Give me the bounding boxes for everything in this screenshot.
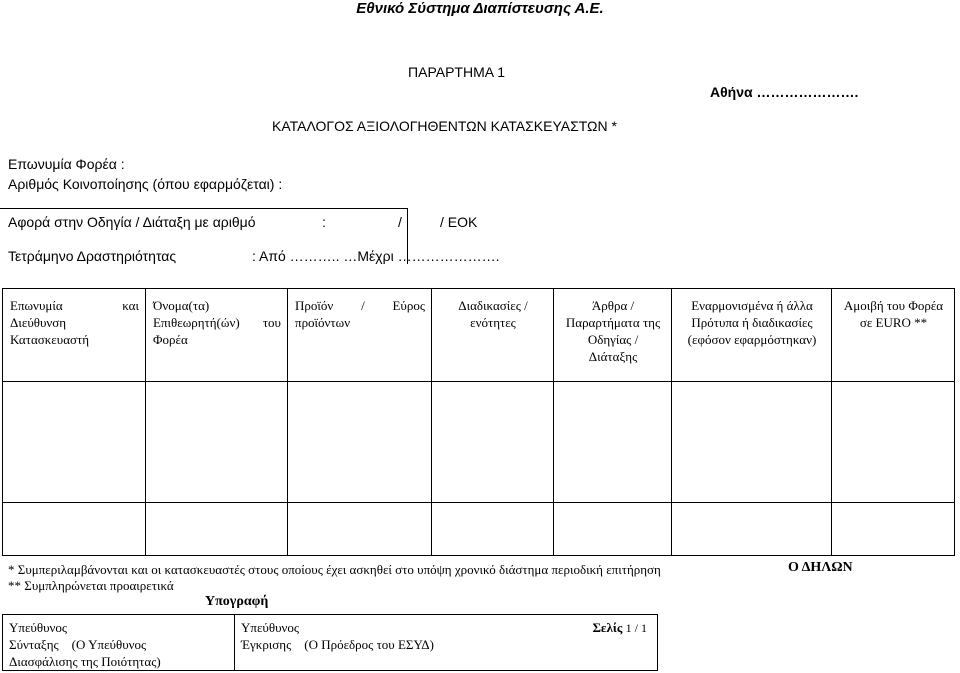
approver-title: Υπεύθυνος	[241, 620, 300, 635]
author-role-cont: Διασφάλισης της Ποιότητας)	[9, 654, 161, 669]
author-cell	[3, 615, 235, 671]
footnote-2: ** Συμπληρώνεται προαιρετικά	[8, 578, 174, 593]
col-header-products: Προϊόν / Εύρος προϊόντων	[288, 289, 432, 382]
col-header-fee: Αμοιβή του Φορέα σε EURO **	[832, 289, 955, 382]
page-indicator	[592, 619, 647, 637]
table-cell	[3, 503, 146, 556]
approver-role: Έγκρισης (Ο Πρόεδρος του ΕΣΥΔ)	[241, 637, 434, 652]
quarter-range	[252, 248, 499, 264]
city-date: Αθήνα ………………….	[710, 84, 859, 100]
table-cell	[288, 382, 432, 503]
directive-box-top	[0, 208, 408, 209]
table-cell	[3, 382, 146, 503]
directive-label: Αφορά στην Οδηγία / Διάταξη με αριθμό	[8, 214, 256, 230]
table-cell	[432, 503, 554, 556]
table-cell	[672, 382, 832, 503]
author-title: Υπεύθυνος	[9, 620, 68, 635]
table-cell	[432, 382, 554, 503]
list-title: ΚΑΤΑΛΟΓΟΣ ΑΞΙΟΛΟΓΗΘΕΝΤΩΝ ΚΑΤΑΣΚΕΥΑΣΤΩΝ *	[272, 118, 617, 134]
signoff-table	[2, 614, 658, 671]
body-name-field: Επωνυμία Φορέα :	[8, 156, 125, 172]
col-header-standards: Εναρμονισμένα ή άλλα Πρότυπα ή διαδικασίες (εφόσον εφαρμόστηκαν)	[672, 289, 832, 382]
approval-cell	[235, 615, 658, 671]
declarant-label: Ο ΔΗΛΩΝ	[788, 560, 853, 575]
col-header-manufacturer: Επωνυμία και Διεύθυνση Κατασκευαστή	[3, 289, 146, 382]
quarter-to: Μέχρι ………………….	[357, 248, 500, 264]
annex-label: ΠΑΡΑΡΤΗΜΑ 1	[408, 64, 505, 80]
page-value: 1 / 1	[625, 621, 647, 635]
manufacturers-table	[2, 288, 955, 556]
table-cell	[832, 503, 955, 556]
table-header-row	[3, 289, 955, 382]
table-cell	[554, 503, 672, 556]
table-cell	[146, 503, 288, 556]
table-cell	[672, 503, 832, 556]
col-header-inspectors: Όνομα(τα) Επιθεωρητή(ών) του Φορέα	[146, 289, 288, 382]
directive-colon: :	[322, 214, 326, 230]
table-row	[3, 382, 955, 503]
col-header-procedures: Διαδικασίες / ενότητες	[432, 289, 554, 382]
signature-label: Υπογραφή	[205, 594, 269, 609]
table-row	[3, 503, 955, 556]
quarter-from: : Από ……….. …	[252, 248, 358, 264]
notification-number-field: Αριθμός Κοινοποίησης (όπου εφαρμόζεται) :	[8, 176, 283, 192]
author-role: Σύνταξης (Ο Υπεύθυνος	[9, 637, 147, 652]
table-cell	[288, 503, 432, 556]
page-label: Σελίς	[592, 620, 623, 635]
directive-slash: /	[398, 214, 402, 230]
col-header-articles: Άρθρα / Παραρτήματα της Οδηγίας / Διάταξης	[554, 289, 672, 382]
table-cell	[146, 382, 288, 503]
quarter-label: Τετράμηνο Δραστηριότητας	[8, 248, 177, 264]
directive-eok: / ΕΟΚ	[440, 214, 478, 230]
table-cell	[554, 382, 672, 503]
table-cell	[832, 382, 955, 503]
system-title: Εθνικό Σύστημα Διαπίστευσης Α.Ε.	[356, 0, 604, 17]
footnote-1: * Συμπεριλαμβάνονται και οι κατασκευαστές στους οποίους έχει ασκηθεί στο υπόψη χρονικό διάστημα περιοδική επιτήρηση	[8, 562, 661, 577]
